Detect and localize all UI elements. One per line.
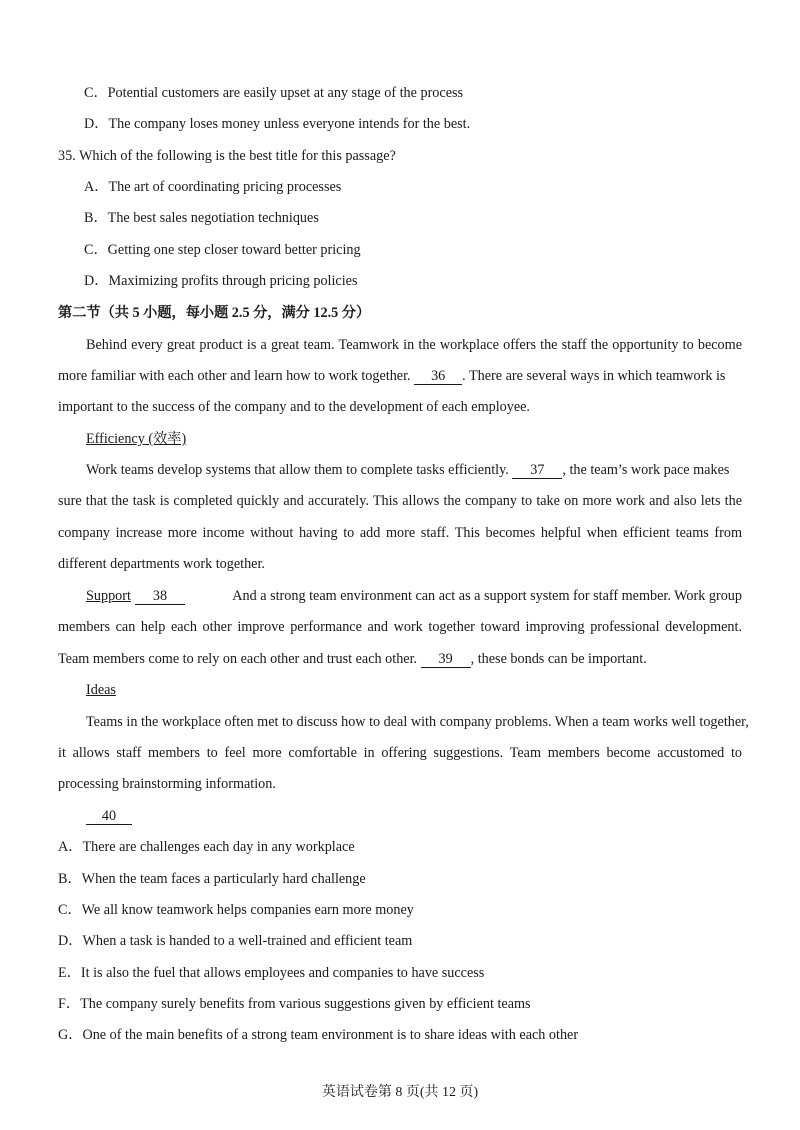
q34-option-c: C．Potential customers are easily upset at any stage of the process: [84, 85, 464, 101]
option-e: E．It is also the fuel that allows employees and companies to have success: [58, 965, 485, 981]
efficiency-line-2: sure that the task is completed quickly and accurately. This allows the company to take on more work and also lets the: [58, 493, 742, 509]
option-a: A．There are challenges each day in any workplace: [58, 839, 355, 855]
efficiency-line-3: company increase more income without having to add more staff. This becomes helpful when efficient teams from: [58, 525, 742, 541]
option-f: F．The company surely benefits from various suggestions given by efficient teams: [58, 996, 531, 1012]
option-d: D．When a task is handed to a well-trained and efficient team: [58, 933, 413, 949]
q35-option-b: B．The best sales negotiation techniques: [84, 210, 319, 226]
blank-36: 36: [414, 368, 462, 385]
blank-40: 40: [86, 808, 132, 825]
option-b: B．When the team faces a particularly hard challenge: [58, 871, 366, 887]
support-line-1: Support 38 And a strong team environment can act as a support system for staff member. Work group: [86, 588, 742, 604]
section-heading: 第二节（共 5 小题，每小题 2.5 分，满分 12.5 分）: [58, 305, 371, 321]
ideas-line-1: Teams in the workplace often met to discuss how to deal with company problems. When a team works well together,: [86, 714, 749, 730]
intro-line-1: Behind every great product is a great team. Teamwork in the workplace offers the staff the opportunity to become: [86, 337, 742, 353]
blank-40-line: [86, 807, 132, 825]
support-heading: Support: [86, 588, 131, 604]
q35-option-a: A．The art of coordinating pricing processes: [84, 179, 342, 195]
blank-38: 38: [135, 588, 185, 605]
page-footer: 英语试卷第 8 页(共 12 页): [321, 1085, 479, 1100]
ideas-line-3: processing brainstorming information.: [58, 776, 276, 792]
support-line-3: Team members come to rely on each other and trust each other. 39 , these bonds can be important.: [58, 651, 647, 667]
intro-line-2: more familiar with each other and learn how to work together. 36 . There are several ways in which teamwork is: [58, 368, 726, 384]
q35-option-d: D．Maximizing profits through pricing policies: [84, 273, 358, 289]
q35-stem: 35. Which of the following is the best title for this passage?: [58, 148, 396, 164]
intro-line-3: important to the success of the company and to the development of each employee.: [58, 399, 530, 415]
option-c: C．We all know teamwork helps companies earn more money: [58, 902, 414, 918]
q34-option-d: D．The company loses money unless everyone intends for the best.: [84, 116, 471, 132]
blank-37: 37: [512, 462, 562, 479]
option-g: G．One of the main benefits of a strong team environment is to share ideas with each other: [58, 1027, 579, 1043]
efficiency-heading: Efficiency (效率): [86, 431, 187, 447]
ideas-line-2: it allows staff members to feel more comfortable in offering suggestions. Team members become accustomed to: [58, 745, 742, 761]
blank-39: 39: [421, 651, 471, 668]
efficiency-line-1: Work teams develop systems that allow them to complete tasks efficiently. 37 , the team’s work pace makes: [86, 462, 730, 478]
q35-option-c: C．Getting one step closer toward better pricing: [84, 242, 361, 258]
support-line-2: members can help each other improve performance and work together toward improving professional development.: [58, 619, 742, 635]
ideas-heading: Ideas: [86, 682, 116, 698]
efficiency-line-4: different departments work together.: [58, 556, 265, 572]
